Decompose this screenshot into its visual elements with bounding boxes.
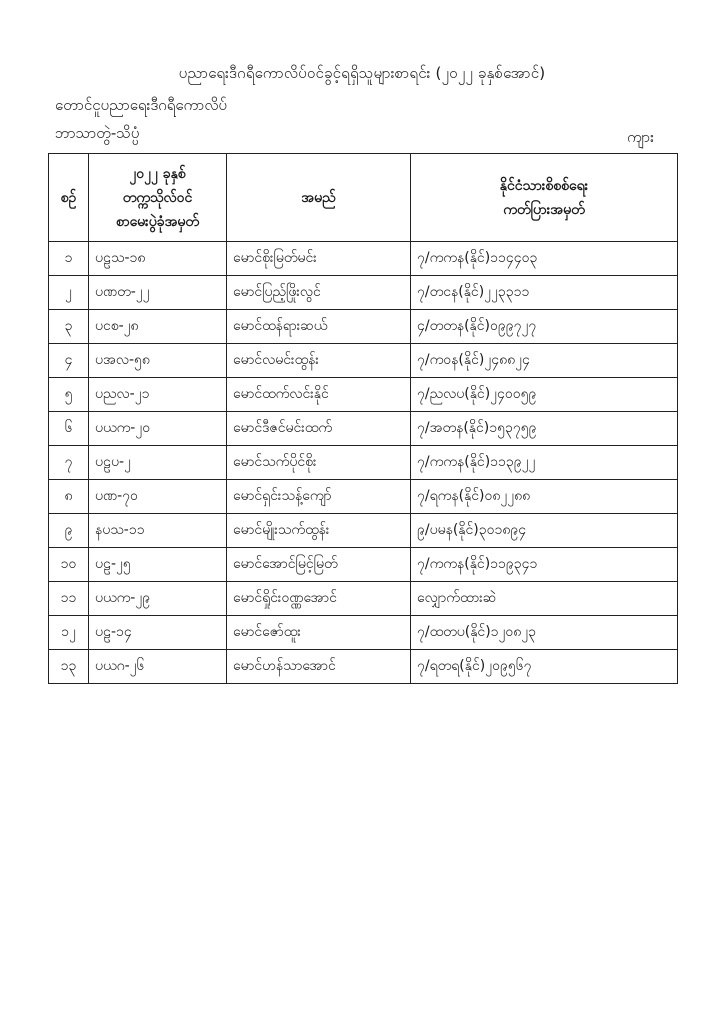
cell-serial-no: ၁၂	[49, 616, 89, 650]
cell-serial-no: ၃	[49, 310, 89, 344]
cell-student-name: မောင်ဟန်သာအောင်	[227, 650, 411, 684]
cell-roll-number: ပယက-၂၀	[89, 412, 227, 446]
cell-serial-no: ၂	[49, 276, 89, 310]
header-roll-line-3: စာမေးပွဲခုံအမှတ်	[115, 213, 200, 230]
cell-student-name: မောင်အောင်မြင့်မြတ်	[227, 548, 411, 582]
cell-nrc-number: ၇/တငန(နိုင်)၂၂၃၃၁၁	[411, 276, 678, 310]
header-nrc-line-1: နိုင်ငံသားစိစစ်ရေး	[499, 177, 589, 194]
cell-nrc-number: ၇/ကကန(နိုင်)၁၁၉၃၄၁	[411, 548, 678, 582]
cell-serial-no: ၉	[49, 514, 89, 548]
header-roll-line-2: တက္ကသိုလ်ဝင်	[122, 189, 193, 206]
table-row	[49, 446, 678, 480]
cell-nrc-number: ၇/ကကန(နိုင်)၁၁၄၄၀၃	[411, 242, 678, 276]
cell-roll-number: နပသ-၁၁	[89, 514, 227, 548]
cell-roll-number: ပယဂ-၂၆	[89, 650, 227, 684]
cell-student-name: မောင်ဇော်ထူး	[227, 616, 411, 650]
subject-combination: ဘာသာတွဲ-သိပ္ပံ	[55, 124, 140, 142]
cell-student-name: မောင်ရှင်းသန့်ကျော်	[227, 480, 411, 514]
header-roll-number	[89, 154, 227, 242]
cell-student-name: မောင်လမင်းထွန်း	[227, 344, 411, 378]
table-header-row	[49, 154, 678, 242]
cell-roll-number: ပဠ-၂၅	[89, 548, 227, 582]
header-nrc	[411, 154, 678, 242]
cell-serial-no: ၁၃	[49, 650, 89, 684]
college-name: တောင်ငူပညာရေးဒီဂရီကောလိပ်	[55, 96, 227, 114]
cell-serial-no: ၄	[49, 344, 89, 378]
cell-serial-no: ၁	[49, 242, 89, 276]
table-row	[49, 616, 678, 650]
cell-serial-no: ၆	[49, 412, 89, 446]
cell-nrc-number: ၇/ကကန(နိုင်)၁၁၃၉၂၂	[411, 446, 678, 480]
table-row	[49, 582, 678, 616]
cell-nrc-number: လျှောက်ထားဆဲ	[411, 582, 678, 616]
cell-roll-number: ပဏတ-၂၂	[89, 276, 227, 310]
cell-nrc-number: ၇/အတန(နိုင်)၁၅၃၇၅၉	[411, 412, 678, 446]
cell-nrc-number: ၇/ထတပ(နိုင်)၁၂၀၈၂၃	[411, 616, 678, 650]
table-row	[49, 514, 678, 548]
cell-nrc-number: ၇/ညလပ(နိုင်)၂၄၀၀၅၉	[411, 378, 678, 412]
cell-roll-number: ပဏ-၇၀	[89, 480, 227, 514]
header-name: အမည်	[227, 154, 411, 242]
cell-student-name: မောင်ရှိုင်းဝဏ္ဏအောင်	[227, 582, 411, 616]
header-nrc-line-2: ကတ်ပြားအမှတ်	[503, 201, 585, 218]
table-row	[49, 412, 678, 446]
table-row	[49, 242, 678, 276]
cell-student-name: မောင်စိုးမြတ်မင်း	[227, 242, 411, 276]
table-row	[49, 650, 678, 684]
cell-student-name: မောင်မျိုးသက်ထွန်း	[227, 514, 411, 548]
cell-serial-no: ၈	[49, 480, 89, 514]
cell-student-name: မောင်ပြည့်ဖြိုးလွင်	[227, 276, 411, 310]
table-row	[49, 480, 678, 514]
cell-roll-number: ပငစ-၂၈	[89, 310, 227, 344]
admission-table	[48, 153, 678, 684]
cell-nrc-number: ၇/ရတရ(နိုင်)၂၀၉၅၆၇	[411, 650, 678, 684]
table-row	[49, 276, 678, 310]
cell-roll-number: ပယက-၂၉	[89, 582, 227, 616]
table-row	[49, 548, 678, 582]
gender-label: ကျား	[626, 128, 654, 146]
cell-roll-number: ပဠ-၁၄	[89, 616, 227, 650]
cell-serial-no: ၇	[49, 446, 89, 480]
cell-student-name: မောင်ထက်လင်းနိုင်	[227, 378, 411, 412]
cell-roll-number: ပညလ-၂၁	[89, 378, 227, 412]
cell-serial-no: ၅	[49, 378, 89, 412]
cell-nrc-number: ၉/ပမန(နိုင်)၃၀၁၈၉၄	[411, 514, 678, 548]
table-row	[49, 310, 678, 344]
cell-student-name: မောင်ထန်ရားဆယ်	[227, 310, 411, 344]
cell-roll-number: ပဠပ-၂	[89, 446, 227, 480]
cell-student-name: မောင်ဒီဇင်မင်းထက်	[227, 412, 411, 446]
header-roll-line-1: ၂၀၂၂ ခုနှစ်	[129, 165, 186, 182]
cell-serial-no: ၁၁	[49, 582, 89, 616]
cell-serial-no: ၁၀	[49, 548, 89, 582]
cell-roll-number: ပဠသ-၁၈	[89, 242, 227, 276]
cell-roll-number: ပအလ-၅၈	[89, 344, 227, 378]
cell-nrc-number: ၇/ရကန(နိုင်)၀၈၂၂၈၈	[411, 480, 678, 514]
table-row	[49, 344, 678, 378]
header-serial-no: စဉ်	[49, 154, 89, 242]
document-title: ပညာရေးဒီဂရီကောလိပ်ဝင်ခွင့်ရရှိသူများစာရင်း (၂၀၂၂ ခုနှစ်အောင်)	[178, 64, 546, 82]
cell-student-name: မောင်သက်ပိုင်စိုး	[227, 446, 411, 480]
cell-nrc-number: ၄/တတန(နိုင်)၀၉၉၇၂၇	[411, 310, 678, 344]
cell-nrc-number: ၇/ကဝန(နိုင်)၂၄၈၈၂၄	[411, 344, 678, 378]
table-row	[49, 378, 678, 412]
